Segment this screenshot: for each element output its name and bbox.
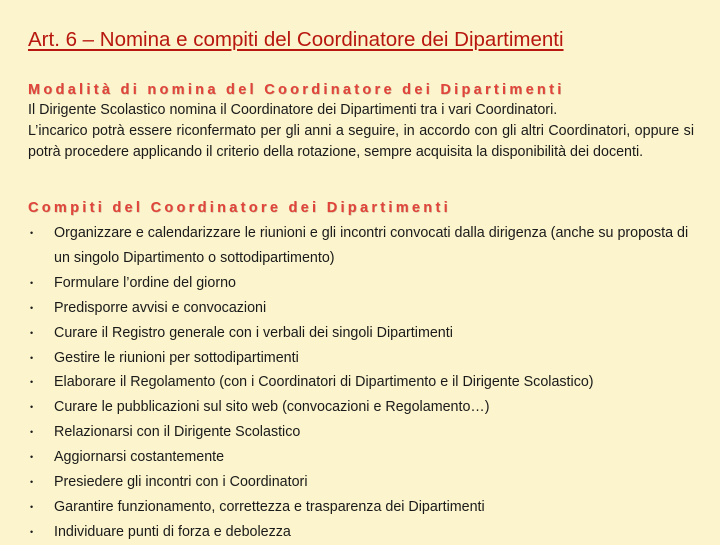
- bullet-icon: •: [30, 228, 34, 238]
- bullet-icon: •: [30, 302, 34, 313]
- bullet-icon: •: [30, 277, 34, 288]
- list-item: [28, 420, 708, 445]
- list-item: [28, 495, 708, 520]
- list-item: [28, 321, 708, 346]
- list-item: [28, 370, 708, 395]
- bullet-icon: •: [30, 477, 34, 488]
- list-item-text: Predisporre avvisi e convocazioni: [54, 299, 267, 316]
- bullet-icon: •: [30, 377, 34, 388]
- bullet-icon: •: [30, 501, 34, 512]
- list-item-text: Garantire funzionamento, correttezza e trasparenza dei Dipartimenti: [54, 498, 485, 515]
- list-item-text: Aggiornarsi costantemente: [54, 449, 225, 466]
- list-item-text: Formulare l’ordine del giorno: [54, 274, 236, 291]
- list-item: [28, 520, 708, 545]
- list-item-text: Curare le pubblicazioni sul sito web (convocazioni e Regolamento…): [54, 399, 490, 416]
- list-item: [28, 296, 708, 321]
- list-item-text: Relazionarsi con il Dirigente Scolastico: [54, 424, 301, 441]
- list-item: [28, 395, 708, 420]
- list-item-text: Elaborare il Regolamento (con i Coordinatori di Dipartimento e il Dirigente Scolastico): [54, 374, 594, 391]
- bullet-icon: •: [30, 327, 34, 338]
- list-item-text: Curare il Registro generale con i verbali dei singoli Dipartimenti: [54, 324, 453, 341]
- bullet-icon: •: [30, 452, 34, 463]
- list-item: [28, 346, 708, 371]
- list-item: [28, 271, 708, 296]
- list-item-text: Individuare punti di forza e debolezza: [54, 523, 291, 540]
- nomina-paragraphs: [28, 100, 694, 163]
- list-item-text: Gestire le riunioni per sottodipartimenti: [54, 349, 299, 366]
- list-item: [28, 221, 708, 271]
- list-item: [28, 470, 708, 495]
- list-item: [28, 445, 708, 470]
- bullet-icon: •: [30, 427, 34, 438]
- nomina-paragraph-2: L’incarico potrà essere riconfermato per gli anni a seguire, in accordo con gli altri Coordinatori, oppure si potrà procedere applicando il criterio della rotazione, sempre acquisita la disponibilità dei docenti.: [28, 123, 694, 160]
- list-item-text: Presiedere gli incontri con i Coordinatori: [54, 474, 308, 491]
- section-heading-compiti: Compiti del Coordinatore dei Dipartimenti: [28, 200, 451, 216]
- tasks-list: [28, 221, 708, 545]
- page-title: Art. 6 – Nomina e compiti del Coordinatore dei Dipartimenti: [28, 28, 564, 51]
- bullet-icon: •: [30, 526, 34, 537]
- bullet-icon: •: [30, 402, 34, 413]
- list-item-text: Organizzare e calendarizzare le riunioni e gli incontri convocati dalla dirigenza (anche su proposta di un singolo Dipartimento o sottodipartimento): [54, 225, 689, 266]
- section-heading-nomina: Modalità di nomina del Coordinatore dei Dipartimenti: [28, 82, 565, 98]
- bullet-icon: •: [30, 352, 34, 363]
- nomina-paragraph-1: Il Dirigente Scolastico nomina il Coordinatore dei Dipartimenti tra i vari Coordinatori.: [28, 102, 558, 118]
